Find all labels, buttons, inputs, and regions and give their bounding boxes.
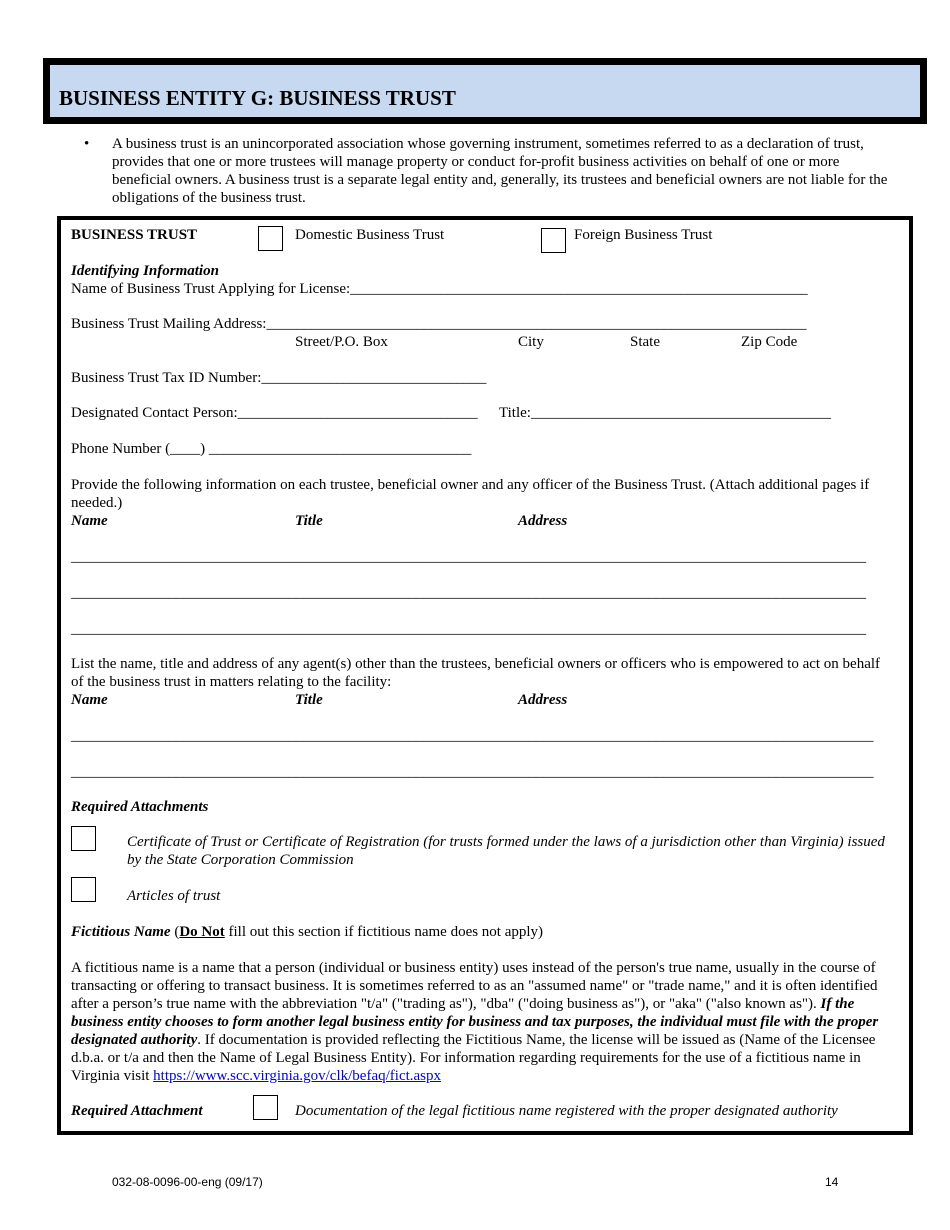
agents-col-name: Name — [71, 692, 108, 708]
foreign-trust-checkbox[interactable] — [541, 228, 566, 253]
trustee-entry-line[interactable]: __________________________________________________________________________________________________________ — [71, 621, 866, 637]
tax-id-field[interactable]: Business Trust Tax ID Number:______________________________ — [71, 370, 487, 386]
do-not-emphasis: Do Not — [179, 924, 225, 940]
fictitious-name-title: Fictitious Name — [71, 924, 171, 940]
agents-col-address: Address — [518, 692, 568, 708]
foreign-trust-label: Foreign Business Trust — [574, 227, 713, 243]
contact-title-field[interactable]: Title:________________________________________ — [499, 405, 831, 421]
certificate-of-trust-label: Certificate of Trust or Certificate of Registration (for trusts formed under the laws of a jurisdiction other than Virginia) issued by the State Corporation Commission — [127, 834, 885, 868]
intro-paragraph: A business trust is an unincorporated association whose governing instrument, sometimes referred to as a declaration of trust, provides that one or more trustees will manage property or conduct for-profit business activities on behalf of one or more beneficial owners. A business trust is a separate legal entity and, generally, its trustees and beneficial owners are not liable for the obligations of the business trust. — [112, 136, 888, 206]
trustees-col-title: Title — [295, 513, 323, 529]
agent-entry-line[interactable]: ___________________________________________________________________________________________________________ — [71, 728, 874, 744]
zip-caption: Zip Code — [741, 334, 798, 350]
fictitious-name-heading: Fictitious Name (Do Not fill out this section if fictitious name does not apply) — [71, 924, 544, 940]
trustees-col-name: Name — [71, 513, 108, 529]
trustees-instructions: Provide the following information on each trustee, beneficial owner and any officer of the Business Trust. (Attach additional pages if needed.) — [71, 477, 870, 511]
fictitious-documentation-checkbox[interactable] — [253, 1095, 278, 1120]
trustee-entry-line[interactable]: __________________________________________________________________________________________________________ — [71, 549, 866, 565]
trust-name-field[interactable]: Name of Business Trust Applying for License:_____________________________________________________________ — [71, 281, 808, 297]
required-attachments-heading: Required Attachments — [71, 799, 209, 815]
identifying-info-heading: Identifying Information — [71, 263, 219, 279]
agents-col-title: Title — [295, 692, 323, 708]
required-attachment-label: Required Attachment — [71, 1103, 203, 1119]
form-id: 032-08-0096-00-eng (09/17) — [112, 1175, 263, 1189]
articles-of-trust-label: Articles of trust — [127, 888, 221, 904]
certificate-of-trust-checkbox[interactable] — [71, 826, 96, 851]
mailing-address-field[interactable]: Business Trust Mailing Address:________________________________________________________________________ — [71, 316, 807, 332]
agent-entry-line[interactable]: ___________________________________________________________________________________________________________ — [71, 764, 874, 780]
trust-type-label: BUSINESS TRUST — [71, 227, 198, 243]
domestic-trust-label: Domestic Business Trust — [295, 227, 445, 243]
agents-instructions: List the name, title and address of any agent(s) other than the trustees, beneficial owners or officers who is empowered to act on behalf of the business trust in matters relating to the facility: — [71, 656, 881, 690]
fictitious-documentation-label: Documentation of the legal fictitious name registered with the proper designated authority — [295, 1103, 838, 1119]
street-caption: Street/P.O. Box — [295, 334, 388, 350]
city-caption: City — [518, 334, 544, 350]
trustee-entry-line[interactable]: __________________________________________________________________________________________________________ — [71, 585, 866, 601]
page-title: BUSINESS ENTITY G: BUSINESS TRUST — [59, 86, 456, 110]
state-caption: State — [630, 334, 660, 350]
trustees-col-address: Address — [518, 513, 568, 529]
domestic-trust-checkbox[interactable] — [258, 226, 283, 251]
bullet-icon: • — [84, 136, 90, 152]
fictitious-name-link[interactable]: https://www.scc.virginia.gov/clk/befaq/fict.aspx — [153, 1068, 442, 1084]
phone-number-field[interactable]: Phone Number (____) ___________________________________ — [71, 441, 472, 457]
page-number: 14 — [825, 1175, 839, 1189]
articles-of-trust-checkbox[interactable] — [71, 877, 96, 902]
fictitious-name-paragraph: A fictitious name is a name that a person (individual or business entity) uses instead of the person's true name, usually in the course of transacting or offering to transact business. It is sometimes referred to as an "assumed name" or "trade name," and it is often identified after a person’s true name with the abbreviation "t/a" ("trading as"), "dba" ("doing business as"), or "aka" ("also known as"). If the business entity chooses to form another legal business entity for business and tax purposes, the individual must file with the proper designated authority. If documentation is provided reflecting the Fictitious Name, the license will be issued as (Name of the Licensee d.b.a. or t/a and then the Name of Legal Business Entity). For information regarding requirements for the use of a fictitious name in Virginia visit https://www.scc.virginia.gov/clk/befaq/fict.aspx — [71, 960, 879, 1084]
contact-person-field[interactable]: Designated Contact Person:________________________________ — [71, 405, 478, 421]
